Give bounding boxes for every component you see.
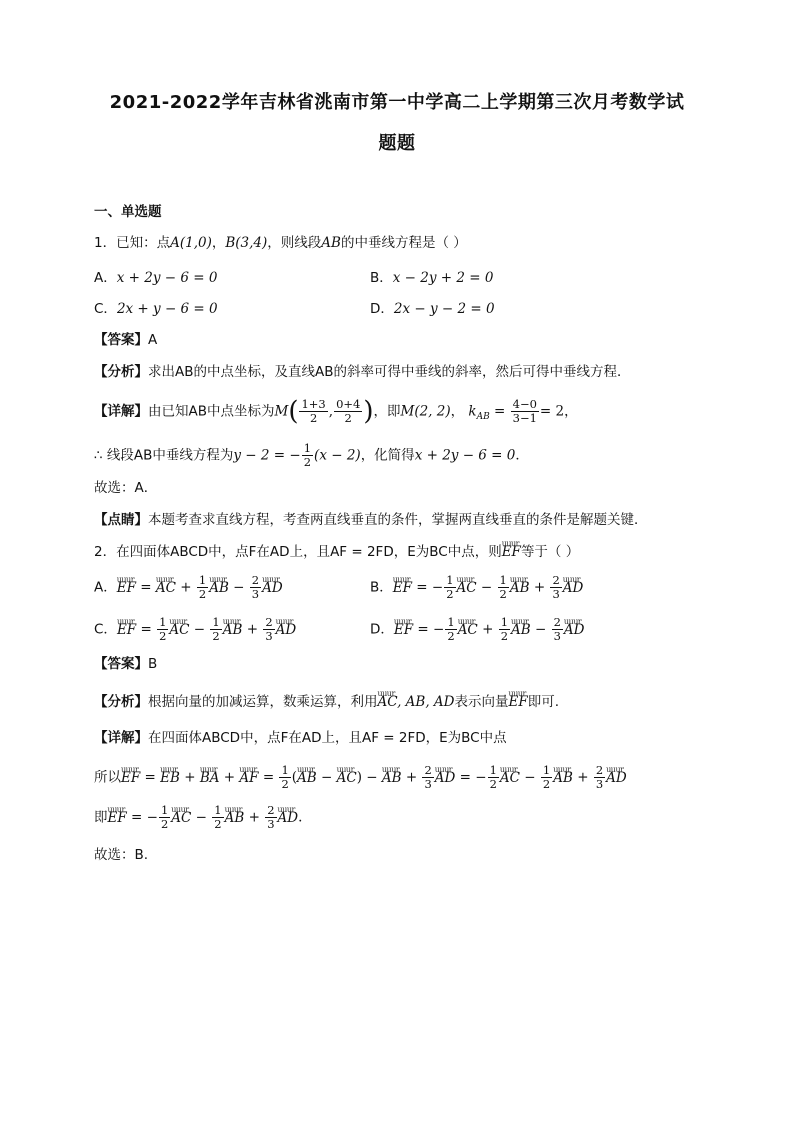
q2-answer-tag: 【答案】 <box>94 656 148 672</box>
q1-slope-den: 3−1 <box>512 411 537 425</box>
q1-paren-open: ( <box>288 396 299 427</box>
q1-fraction-x-num: 1+3 <box>301 397 326 411</box>
q1-options-row-2 <box>94 299 218 319</box>
q2-detail-line-2: 所以uuur EF = uuur EB + uuur BA + uuur AF = $\frac{1}{2}$ (uuur AB − uuur AC) − uuur AB + $\frac{2}{3}$ uuur AD = − $\frac{1}{2}$ uuur AC − $\frac{1}{2}$ uuur AB + $\frac{2}{3}$ uuur AD <box>94 764 627 791</box>
q1-line2-result: x + 2y − 6 = 0 <box>414 447 516 464</box>
q1-slope-num: 4−0 <box>512 397 537 411</box>
q1-slope-symbol: k <box>468 403 477 420</box>
q1-point-b: B(3,4) <box>225 235 268 251</box>
q1-slope-result: = 2， <box>539 403 578 420</box>
page-title-continued: 题题 <box>378 133 416 154</box>
q2-option-a-row: A．uuur EF = uuur AC + $\frac{1}{2}$ uuur AB − $\frac{2}{3}$ uuur AD <box>94 574 283 601</box>
q1-option-c-label: C． <box>94 301 117 317</box>
q1-detail-line-1: 【详解】由已知AB中点坐标为M( $\frac{1+3}{2}$ , $\frac{0+4}{2}$ )，即M(2, 2)， $k_{AB}$ = $\frac{4-0}{3-1}$ = 2， <box>94 396 578 427</box>
q2-stem-vector: uuur EF <box>502 542 521 562</box>
q1-option-b-label: B． <box>370 270 393 286</box>
q1-answer <box>94 330 157 350</box>
q1-midpoint: M(2, 2) <box>400 403 451 420</box>
q1-comment-tag: 【点睛】 <box>94 512 148 528</box>
q2-option-d-row: D．uuur EF = − $\frac{1}{2}$ uuur AC + $\frac{1}{2}$ uuur AB − $\frac{2}{3}$ uuur AD <box>370 616 585 643</box>
q1-slope-fraction <box>511 398 539 425</box>
q1-option-a-label: A． <box>94 270 117 286</box>
q1-fraction-y-num: 0+4 <box>336 397 361 411</box>
q1-option-b: x − 2y + 2 = 0 <box>392 270 494 286</box>
q2-analysis-text: 根据向量的加减运算，数乘运算，利用 <box>148 694 378 710</box>
page-title: 2021-2022学年吉林省洮南市第一中学高二上学期第三次月考数学试 <box>109 92 685 113</box>
q1-answer-tag: 【答案】 <box>94 332 148 348</box>
q1-comment <box>94 510 648 530</box>
q2-so-prefix: 所以 <box>94 769 121 786</box>
q2-analysis-tag: 【分析】 <box>94 694 148 710</box>
q1-option-c: 2x + y − 6 = 0 <box>116 301 218 317</box>
q2-analysis-text-b: 表示向量 <box>454 694 509 710</box>
q1-stem-suffix: ，则线段 <box>267 235 322 251</box>
q1-detail-line-2 <box>94 442 529 469</box>
q1-fraction-x-den: 2 <box>309 411 318 425</box>
q2-stem-end: 等于（ ） <box>520 544 580 560</box>
q1-midpoint-symbol: M <box>274 403 289 420</box>
q1-detail-text: 由已知AB中点坐标为 <box>148 403 275 420</box>
q1-half-fraction <box>302 442 313 469</box>
q1-fraction-y <box>334 398 362 425</box>
q2-option-c-row: C．uuur EF = $\frac{1}{2}$ uuur AC − $\frac{1}{2}$ uuur AB + $\frac{2}{3}$ uuur AD <box>94 616 296 643</box>
q1-detail-comma: ， <box>450 403 465 420</box>
q2-stem-text: 2．在四面体ABCD中，点F在AD上，且AF = 2FD，E为BC中点，则 <box>94 544 502 560</box>
q1-point-a: A(1,0) <box>170 235 212 251</box>
section-heading: 一、单选题 <box>94 204 162 220</box>
q1-fraction-y-den: 2 <box>344 411 352 425</box>
q1-option-d-row <box>370 299 495 319</box>
question-2-stem <box>94 542 579 562</box>
q1-fraction-x <box>299 398 327 425</box>
q1-option-b-row <box>370 268 493 288</box>
q2-choose: 故选：B. <box>94 847 149 863</box>
q2-answer-value: B <box>148 656 158 672</box>
q1-answer-value: A <box>148 332 158 348</box>
q1-slope-subscript: AB <box>476 412 490 423</box>
q1-analysis-text: 求出AB的中点坐标，及直线AB的斜率可得中垂线的斜率，然后可得中垂线方程． <box>148 364 631 380</box>
q1-paren-close: ) <box>363 396 374 427</box>
q1-choose: 故选：A． <box>94 480 158 496</box>
q1-line2-text: ∴ 线段AB中垂线方程为 <box>94 447 234 464</box>
q2-option-c-label: C． <box>94 621 117 638</box>
q1-detail-sep: ，即 <box>373 403 401 420</box>
q1-analysis <box>94 362 631 382</box>
q1-stem-sep: ， <box>211 235 226 251</box>
q1-option-d: 2x − y − 2 = 0 <box>393 301 495 317</box>
q1-comment-text: 本题考查求直线方程，考查两直线垂直的条件，掌握两直线垂直的条件是解题关键． <box>148 512 648 528</box>
question-1-stem <box>94 233 467 253</box>
q1-half-den: 2 <box>303 455 312 469</box>
q2-analysis <box>94 692 559 712</box>
q1-analysis-tag: 【分析】 <box>94 364 148 380</box>
q1-segment: AB <box>321 235 341 251</box>
q2-detail-text: 在四面体ABCD中，点F在AD上，且AF = 2FD，E为BC中点 <box>148 730 507 746</box>
q1-option-d-label: D． <box>370 301 394 317</box>
q1-option-a: x + 2y − 6 = 0 <box>116 270 218 286</box>
q2-detail-tag: 【详解】 <box>94 730 148 746</box>
q1-detail-tag: 【详解】 <box>94 403 148 420</box>
q2-analysis-vector: uuur EF <box>509 692 528 712</box>
q2-analysis-vectors: uuur AC, AB, AD <box>378 692 455 712</box>
q2-option-b-row: B．uuur EF = − $\frac{1}{2}$ uuur AC − $\frac{1}{2}$ uuur AB + $\frac{2}{3}$ uuur AD <box>370 574 583 601</box>
q1-stem-prefix: 1．已知：点 <box>94 235 171 251</box>
q1-line2-equation: y − 2 = − <box>233 447 301 464</box>
q1-options-row-1 <box>94 268 217 288</box>
q2-option-b-label: B． <box>370 579 393 596</box>
q2-option-a-label: A． <box>94 579 117 596</box>
q1-line2-paren: (x − 2) <box>314 447 361 464</box>
q2-so-tail: 即 <box>94 809 108 826</box>
q2-option-d-label: D． <box>370 621 394 638</box>
q2-detail-line-3: 即uuur EF = − $\frac{1}{2}$ uuur AC − $\frac{1}{2}$ uuur AB + $\frac{2}{3}$ uuur AD. <box>94 804 302 831</box>
q2-analysis-end: 即可. <box>527 694 560 710</box>
q2-answer <box>94 654 157 674</box>
q1-stem-end: 的中垂线方程是（ ） <box>340 235 467 251</box>
q2-detail-line-1 <box>94 728 507 748</box>
q1-half-num: 1 <box>303 441 312 455</box>
q1-line2-end: ． <box>515 447 529 464</box>
q1-line2-simplify: ，化简得 <box>360 447 415 464</box>
